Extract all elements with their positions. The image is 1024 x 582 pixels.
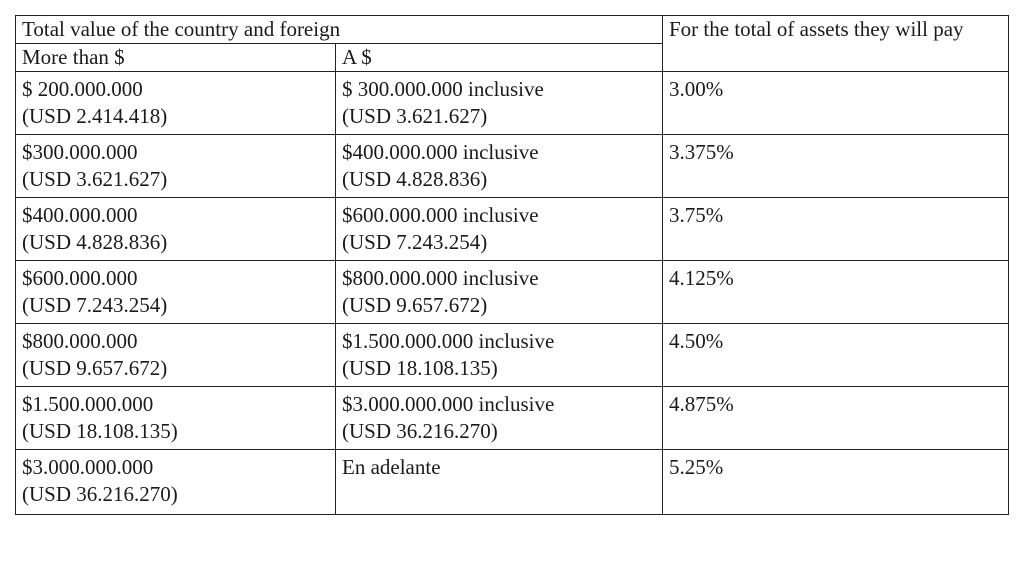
- rate-cell: 4.875%: [663, 387, 1009, 450]
- from-cell: [16, 135, 336, 198]
- rate-cell: 3.00%: [663, 72, 1009, 135]
- rate-cell: 3.75%: [663, 198, 1009, 261]
- from-amount: $600.000.000: [22, 266, 138, 290]
- from-amount: $800.000.000: [22, 329, 138, 353]
- from-usd: (USD 3.621.627): [22, 167, 168, 191]
- from-cell: [16, 387, 336, 450]
- from-amount: $400.000.000: [22, 203, 138, 227]
- from-usd: (USD 2.414.418): [22, 104, 168, 128]
- from-cell: [16, 72, 336, 135]
- to-amount: $600.000.000 inclusive: [342, 203, 539, 227]
- from-amount: $1.500.000.000: [22, 392, 154, 416]
- to-amount: $400.000.000 inclusive: [342, 140, 539, 164]
- to-cell: [336, 450, 663, 515]
- to-amount: $1.500.000.000 inclusive: [342, 329, 555, 353]
- to-amount: $800.000.000 inclusive: [342, 266, 539, 290]
- from-usd: (USD 9.657.672): [22, 356, 168, 380]
- to-cell: [336, 198, 663, 261]
- to-usd: (USD 18.108.135): [342, 356, 498, 380]
- table-row: [16, 324, 1009, 387]
- table-row: [16, 387, 1009, 450]
- from-cell: [16, 198, 336, 261]
- header-from-label: More than $: [16, 44, 336, 72]
- from-cell: [16, 261, 336, 324]
- to-cell: [336, 72, 663, 135]
- table-row: [16, 135, 1009, 198]
- to-usd: (USD 4.828.836): [342, 167, 488, 191]
- from-amount: $ 200.000.000: [22, 77, 143, 101]
- to-cell: [336, 135, 663, 198]
- to-cell: [336, 387, 663, 450]
- header-to-label: A $: [336, 44, 663, 72]
- to-amount: En adelante: [342, 455, 441, 479]
- header-group-title: Total value of the country and foreign: [16, 16, 663, 44]
- to-usd: (USD 36.216.270): [342, 419, 498, 443]
- from-usd: (USD 18.108.135): [22, 419, 178, 443]
- from-amount: $3.000.000.000: [22, 455, 154, 479]
- rate-cell: 5.25%: [663, 450, 1009, 515]
- table-row: [16, 261, 1009, 324]
- to-amount: $3.000.000.000 inclusive: [342, 392, 555, 416]
- tax-rate-table: [15, 15, 1009, 515]
- from-cell: [16, 450, 336, 515]
- to-amount: $ 300.000.000 inclusive: [342, 77, 544, 101]
- table-row: [16, 198, 1009, 261]
- rate-cell: 4.50%: [663, 324, 1009, 387]
- from-usd: (USD 36.216.270): [22, 482, 178, 506]
- to-cell: [336, 324, 663, 387]
- header-rate-label: For the total of assets they will pay: [663, 16, 1009, 72]
- from-cell: [16, 324, 336, 387]
- header-row-group: [16, 16, 1009, 44]
- from-amount: $300.000.000: [22, 140, 138, 164]
- rate-cell: 4.125%: [663, 261, 1009, 324]
- to-usd: (USD 7.243.254): [342, 230, 488, 254]
- from-usd: (USD 4.828.836): [22, 230, 168, 254]
- to-usd: (USD 3.621.627): [342, 104, 488, 128]
- from-usd: (USD 7.243.254): [22, 293, 168, 317]
- to-usd: (USD 9.657.672): [342, 293, 488, 317]
- table-row: [16, 450, 1009, 515]
- to-cell: [336, 261, 663, 324]
- rate-cell: 3.375%: [663, 135, 1009, 198]
- table-row: [16, 72, 1009, 135]
